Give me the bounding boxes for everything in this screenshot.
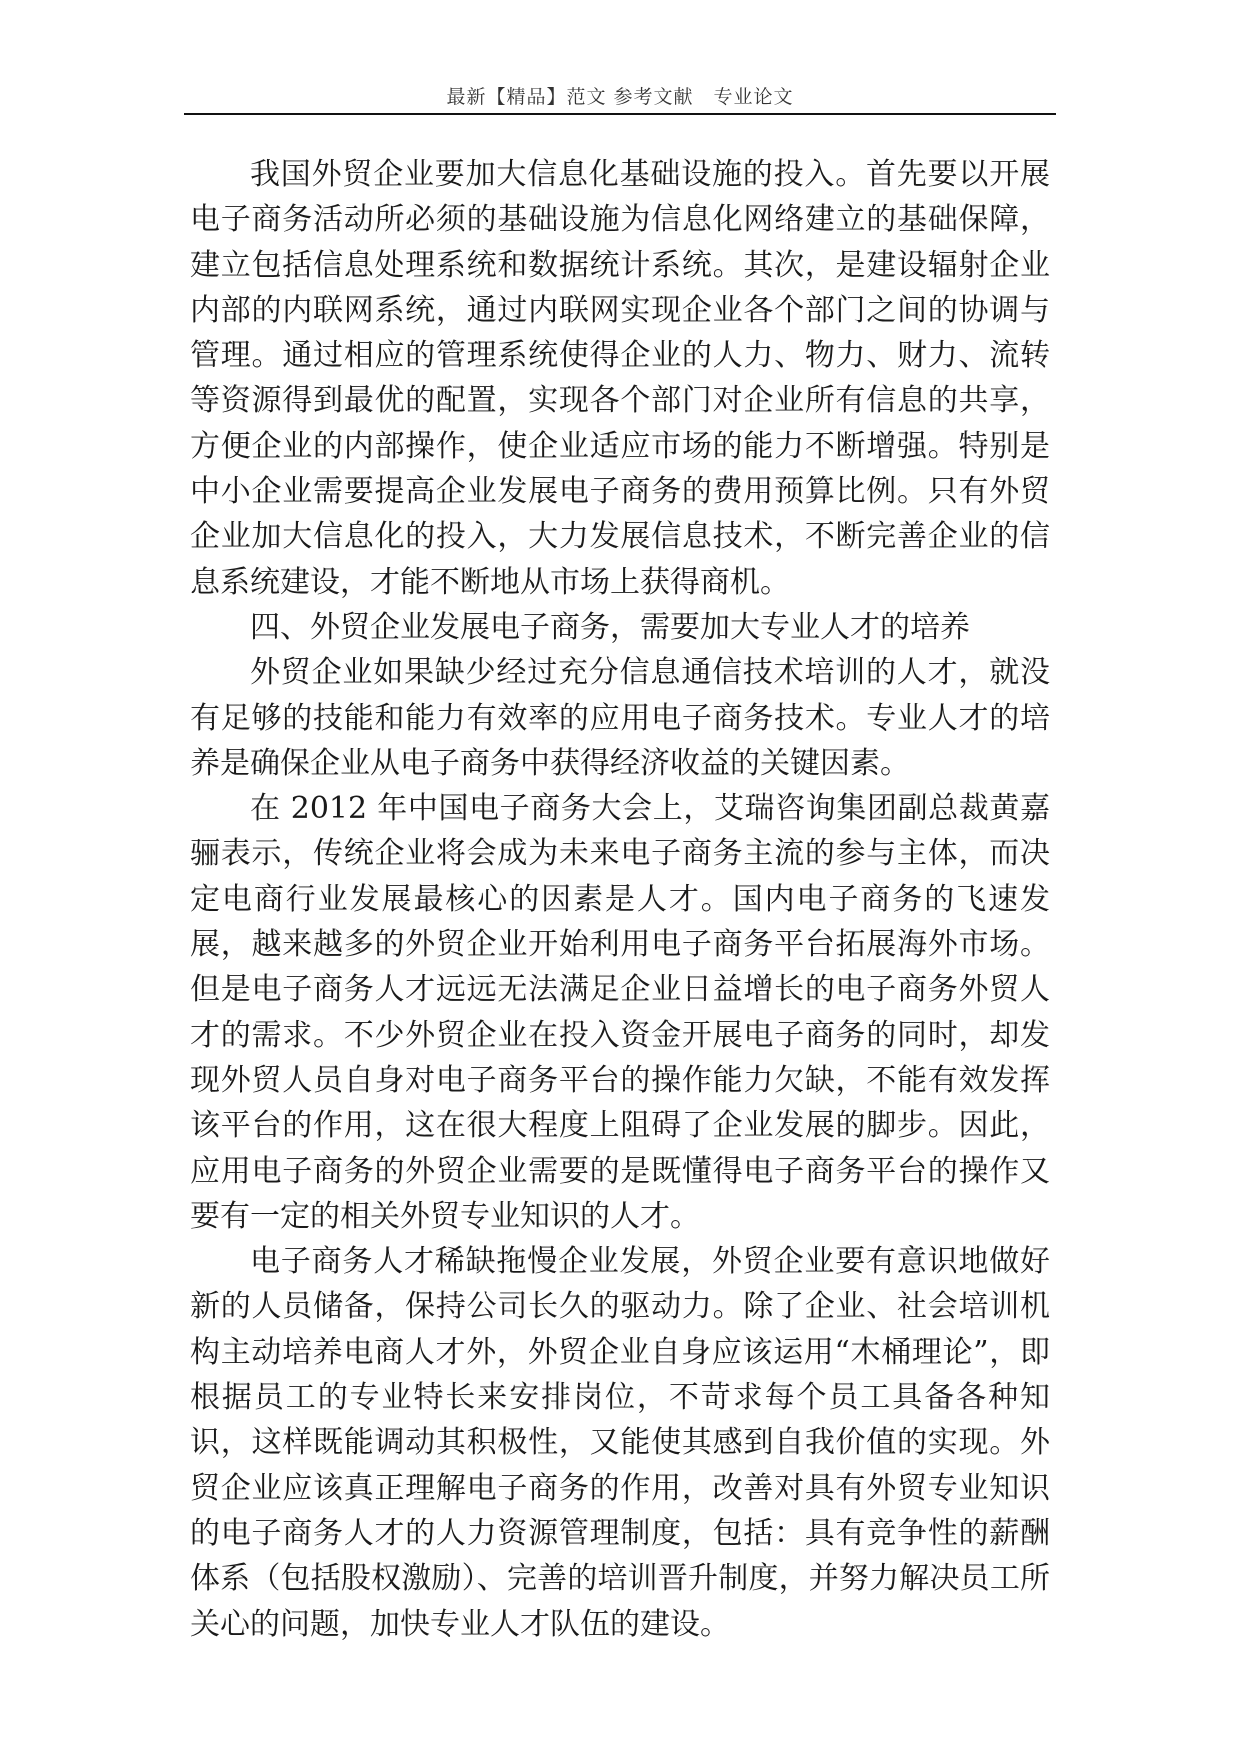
header-divider bbox=[184, 113, 1056, 115]
paragraph-talent-training: 外贸企业如果缺少经过充分信息通信技术培训的人才，就没有足够的技能和能力有效率的应用电子商务技术。专业人才的培养是确保企业从电子商务中获得经济收益的关键因素。 bbox=[190, 655, 1050, 781]
paragraph-infrastructure: 我国外贸企业要加大信息化基础设施的投入。首先要以开展电子商务活动所必须的基础设施为信息化网络建立的基础保障，建立包括信息处理系统和数据统计系统。其次，是建设辐射企业内部的内联网系统，通过内联网实现企业各个部门之间的协调与管理。通过相应的管理系统使得企业的人力、物力、财力、流转等资源得到最优的配置，实现各个部门对企业所有信息的共享，方便企业的内部操作，使企业适应市场的能力不断增强。特别是中小企业需要提高企业发展电子商务的费用预算比例。只有外贸企业加大信息化的投入，大力发展信息技术，不断完善企业的信息系统建设，才能不断地从市场上获得商机。 bbox=[190, 157, 1050, 600]
running-header: 最新【精品】范文 参考文献 专业论文 bbox=[446, 86, 794, 108]
paragraph-conference: 在 2012 年中国电子商务大会上，艾瑞咨询集团副总裁黄嘉骊表示，传统企业将会成为未来电子商务主流的参与主体，而决定电商行业发展最核心的因素是人才。国内电子商务的飞速发展，越来越多的外贸企业开始利用电子商务平台拓展海外市场。但是电子商务人才远远无法满足企业日益增长的电子商务外贸人才的需求。不少外贸企业在投入资金开展电子商务的同时，却发现外贸人员自身对电子商务平台的操作能力欠缺，不能有效发挥该平台的作用，这在很大程度上阻碍了企业发展的脚步。因此，应用电子商务的外贸企业需要的是既懂得电子商务平台的操作又要有一定的相关外贸专业知识的人才。 bbox=[190, 791, 1050, 1234]
paragraph-talent-management: 电子商务人才稀缺拖慢企业发展，外贸企业要有意识地做好新的人员储备，保持公司长久的驱动力。除了企业、社会培训机构主动培养电商人才外，外贸企业自身应该运用“木桶理论”，即根据员工的专业特长来安排岗位，不苛求每个员工具备各种知识，这样既能调动其积极性，又能使其感到自我价值的实现。外贸企业应该真正理解电子商务的作用，改善对具有外贸专业知识的电子商务人才的人力资源管理制度，包括：具有竞争性的薪酬体系（包括股权激励）、完善的培训晋升制度，并努力解决员工所关心的问题，加快专业人才队伍的建设。 bbox=[190, 1244, 1050, 1642]
body-text bbox=[190, 152, 1050, 1647]
section-heading-talent: 四、外贸企业发展电子商务，需要加大专业人才的培养 bbox=[250, 609, 970, 645]
